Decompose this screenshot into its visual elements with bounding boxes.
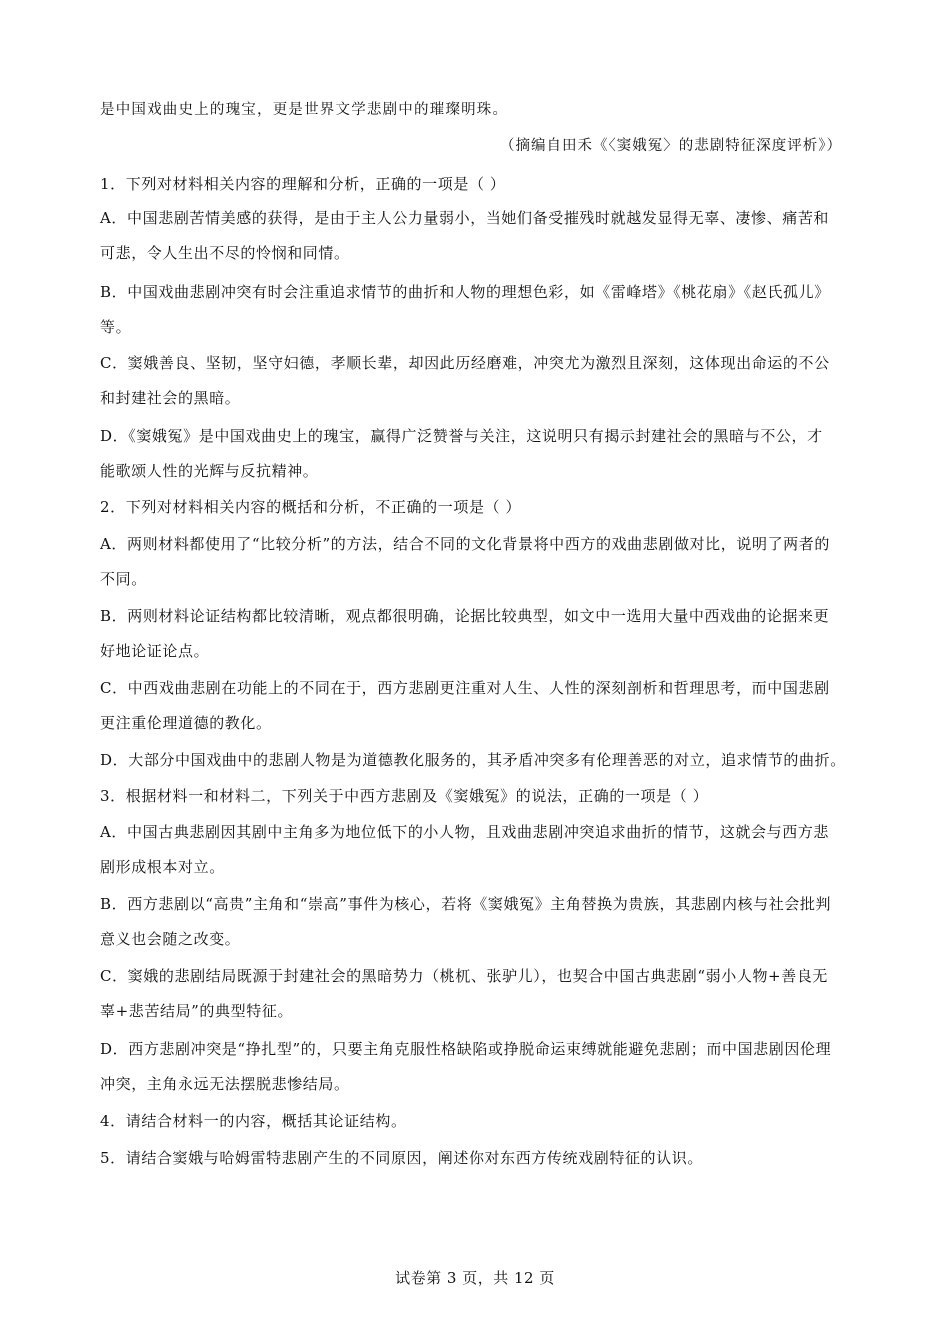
question-3-option-a-line-1: A．中国古典悲剧因其剧中主角多为地位低下的小人物，且戏曲悲剧冲突追求曲折的情节，这就会与西方悲 <box>100 823 830 841</box>
question-3-option-c-line-1: C．窦娥的悲剧结局既源于封建社会的黑暗势力（桃杌、张驴儿），也契合中国古典悲剧“弱小人物+善良无 <box>100 967 829 985</box>
question-1-option-b-line-1: B．中国戏曲悲剧冲突有时会注重追求情节的曲折和人物的理想色彩，如《雷峰塔》《桃花扇》《赵氏孤儿》 <box>100 283 830 301</box>
question-3-option-b-line-1: B．西方悲剧以“高贵”主角和“崇高”事件为核心，若将《窦娥冤》主角替换为贵族，其悲剧内核与社会批判 <box>100 895 832 913</box>
question-2-option-a-line-1: A．两则材料都使用了“比较分析”的方法，结合不同的文化背景将中西方的戏曲悲剧做对比，说明了两者的 <box>100 535 830 553</box>
question-2-option-c-line-1: C．中西戏曲悲剧在功能上的不同在于，西方悲剧更注重对人生、人性的深刻剖析和哲理思考，而中国悲剧 <box>100 679 830 697</box>
question-1-option-c-line-1: C．窦娥善良、坚韧，坚守妇德，孝顺长辈，却因此历经磨难，冲突尤为激烈且深刻，这体现出命运的不公 <box>100 354 830 372</box>
question-1-option-a-line-2: 可悲，令人生出不尽的怜悯和同情。 <box>100 244 350 262</box>
question-2-option-a-line-2: 不同。 <box>100 570 147 588</box>
question-3-option-d-line-1: D．西方悲剧冲突是“挣扎型”的，只要主角克服性格缺陷或挣脱命运束缚就能避免悲剧；而中国悲剧因伦理 <box>100 1040 832 1058</box>
question-3-option-c-line-2: 辜+悲苦结局”的典型特征。 <box>100 1002 294 1020</box>
intro-text: 是中国戏曲史上的瑰宝，更是世界文学悲剧中的璀璨明珠。 <box>100 102 509 118</box>
question-3-option-a-line-2: 剧形成根本对立。 <box>100 858 225 876</box>
question-2-option-b-line-2: 好地论证论点。 <box>100 642 210 660</box>
question-2-option-c-line-2: 更注重伦理道德的教化。 <box>100 714 272 732</box>
question-1-option-b-line-2: 等。 <box>100 318 132 336</box>
question-2-stem: 2．下列对材料相关内容的概括和分析，不正确的一项是（ ） <box>100 498 522 516</box>
question-3-option-d-line-2: 冲突，主角永远无法摆脱悲惨结局。 <box>100 1075 350 1093</box>
question-1-stem: 1．下列对材料相关内容的理解和分析，正确的一项是（ ） <box>100 175 506 193</box>
question-1-option-d-line-2: 能歌颂人性的光辉与反抗精神。 <box>100 462 319 480</box>
question-3-option-b-line-2: 意义也会随之改变。 <box>100 930 241 948</box>
question-2-option-d: D．大部分中国戏曲中的悲剧人物是为道德教化服务的，其矛盾冲突多有伦理善恶的对立，追求情节的曲折。 <box>100 751 846 769</box>
question-5-stem: 5．请结合窦娥与哈姆雷特悲剧产生的不同原因，阐述你对东西方传统戏剧特征的认识。 <box>100 1149 703 1167</box>
source-note: （摘编自田禾《〈窦娥冤〉的悲剧特征深度评析》） <box>500 138 842 154</box>
question-1-option-a-line-1: A．中国悲剧苦情美感的获得，是由于主人公力量弱小，当她们备受摧残时就越发显得无辜、凄惨、痛苦和 <box>100 209 830 227</box>
question-3-stem: 3．根据材料一和材料二，下列关于中西方悲剧及《窦娥冤》的说法，正确的一项是（ ） <box>100 787 709 805</box>
question-1-option-d-line-1: D．《窦娥冤》是中国戏曲史上的瑰宝，赢得广泛赞誉与关注，这说明只有揭示封建社会的黑暗与不公，才 <box>100 427 823 445</box>
question-4-stem: 4．请结合材料一的内容，概括其论证结构。 <box>100 1112 407 1130</box>
page-footer: 试卷第 3 页，共 12 页 <box>395 1269 555 1287</box>
question-1-option-c-line-2: 和封建社会的黑暗。 <box>100 389 241 407</box>
question-2-option-b-line-1: B．两则材料论证结构都比较清晰，观点都很明确，论据比较典型，如文中一选用大量中西戏曲的论据来更 <box>100 607 830 625</box>
